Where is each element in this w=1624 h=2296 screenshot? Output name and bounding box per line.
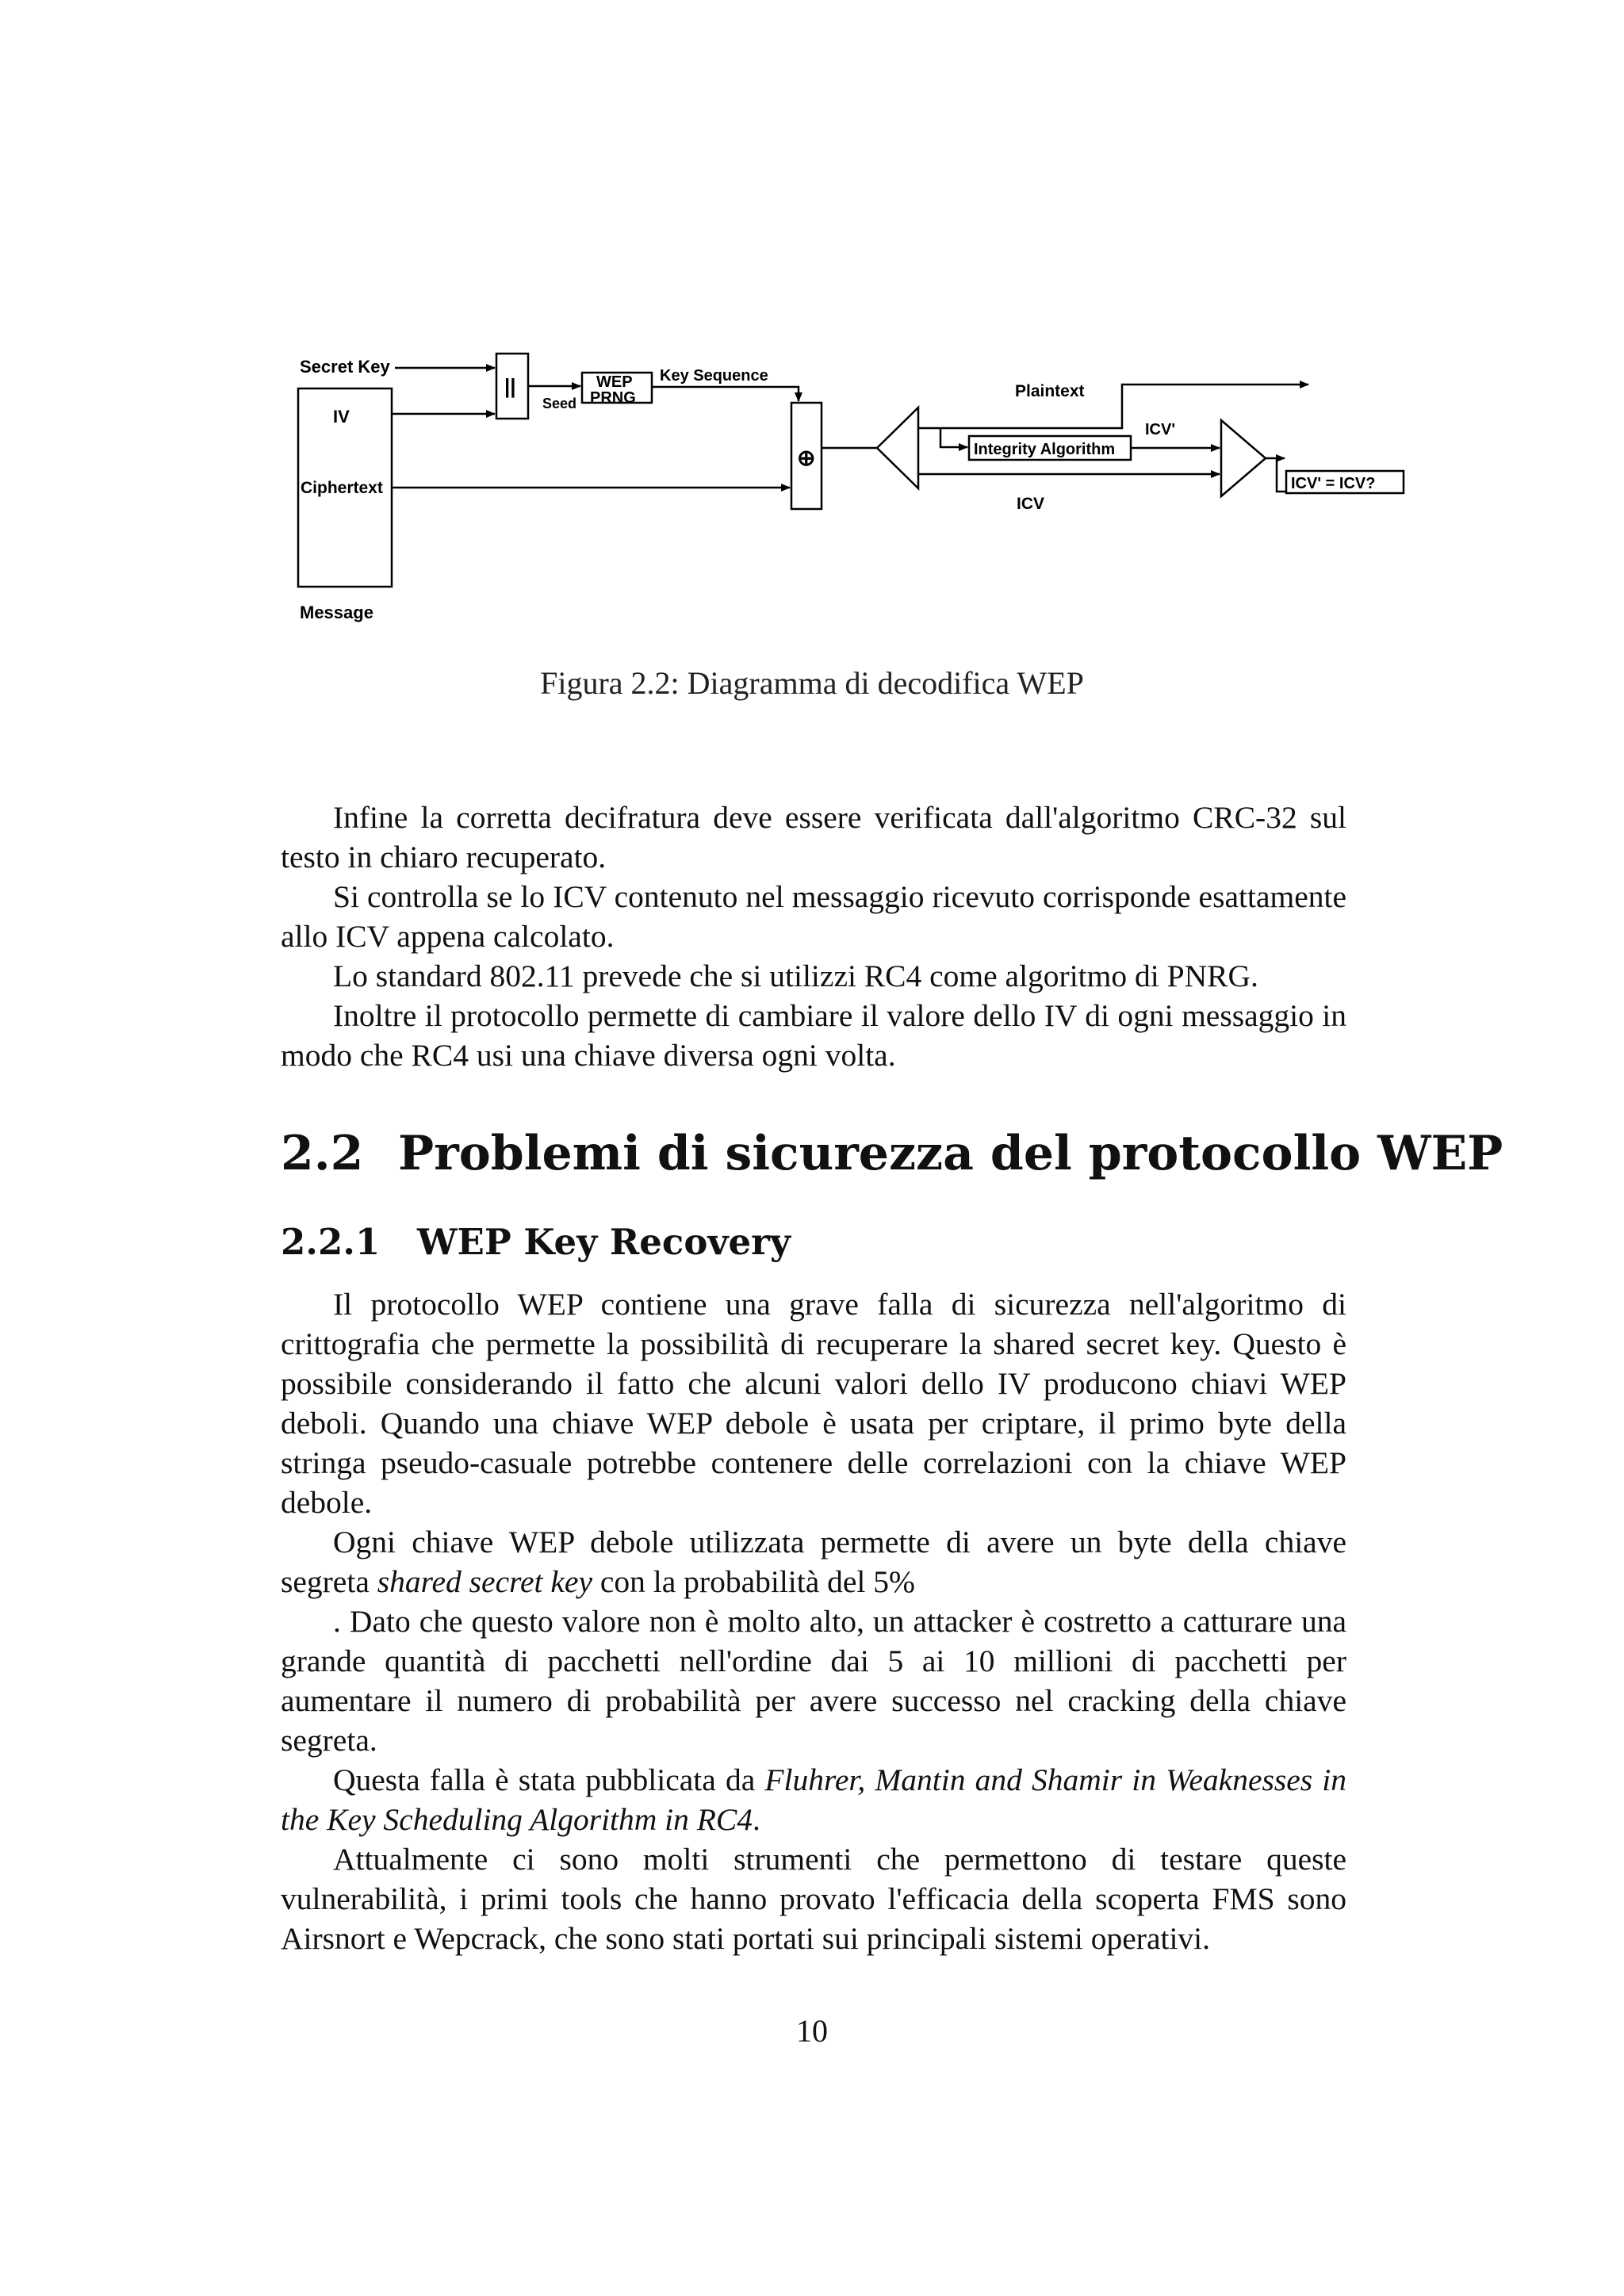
wep-label: WEP [596, 373, 633, 391]
section-title: Problemi di sicurezza del protocollo WEP [398, 1126, 1503, 1181]
body-paragraph [281, 1522, 1346, 1601]
splitter-triangle [877, 408, 918, 488]
secret-key-label: Secret Key [300, 357, 390, 377]
p4-emphasis: Fluhrer, Mantin and Shamir in Weaknesses in the Key Scheduling Algorithm in RC4 [281, 1762, 1346, 1837]
key-sequence-label: Key Sequence [660, 367, 768, 385]
p2-text-a: Ogni chiave WEP debole utilizzata permette di avere un byte della chiave segreta [281, 1525, 1346, 1599]
comparator-triangle [1221, 420, 1266, 496]
p4-text-a: Questa falla è stata pubblicata da [333, 1762, 765, 1797]
plaintext-line [918, 385, 1308, 428]
body-paragraph: Attualmente ci sono molti strumenti che permettono di testare queste vulnerabilità, i primi tools che hanno provato l'efficacia della scoperta FMS sono Airsnort e Wepcrack, che sono stati portati sui principali sistemi operativi. [281, 1842, 1346, 1956]
intro-text [281, 798, 1346, 1075]
body-paragraph: Il protocollo WEP contiene una grave falla di sicurezza nell'algoritmo di crittografia che permette la possibilità di recuperare la shared secret key. Questo è possibile considerando il fatto che alcuni valori dello IV producono chiavi WEP deboli. Quando una chiave WEP debole è usata per criptare, il primo byte della stringa pseudo-casuale potrebbe contenere delle correlazioni con la chiave WEP debole. [281, 1287, 1346, 1520]
concat-symbol: || [504, 374, 516, 398]
integrity-input-arrow [940, 428, 967, 447]
p4-text-b: . [753, 1802, 760, 1837]
body-text [281, 1284, 1346, 1958]
ciphertext-label: Ciphertext [301, 479, 383, 497]
p2-emphasis: shared secret key [377, 1564, 592, 1599]
icv-prime-label: ICV' [1145, 421, 1176, 438]
page-number: 10 [796, 2013, 828, 2049]
intro-paragraph: Infine la corretta decifratura deve essere verificata dall'algoritmo CRC-32 sul testo in chiaro recuperato. [281, 800, 1346, 874]
icv-check-label: ICV' = ICV? [1291, 475, 1376, 492]
plaintext-label: Plaintext [1015, 382, 1085, 400]
message-label: Message [300, 603, 373, 622]
figure-caption: Figura 2.2: Diagramma di decodifica WEP [540, 665, 1084, 701]
integrity-algorithm-label: Integrity Algorithm [974, 441, 1116, 458]
body-paragraph [281, 1760, 1346, 1839]
body-paragraph: . Dato che questo valore non è molto alto, un attacker è costretto a catturare una grande quantità di pacchetti nell'ordine dai 5 ai 10 millioni di pacchetti per aumentare il numero di probabilità per avere successo nel cracking della chiave segreta. [281, 1604, 1346, 1758]
subsection-heading [281, 1221, 1391, 1263]
subsection-number: 2.2.1 [281, 1221, 381, 1263]
p2-text-b: con la probabilità del 5% [592, 1564, 915, 1599]
key-sequence-arrow [652, 387, 799, 401]
iv-label: IV [333, 407, 350, 427]
icv-label: ICV [1017, 495, 1045, 513]
section-number: 2.2 [281, 1126, 364, 1181]
prng-label: PRNG [590, 389, 636, 407]
xor-symbol: ⊕ [797, 446, 816, 470]
intro-paragraph: Si controlla se lo ICV contenuto nel messaggio ricevuto corrisponde esattamente allo ICV appena calcolato. [281, 879, 1346, 954]
wep-decryption-diagram [285, 341, 1411, 634]
section-heading [281, 1126, 1503, 1181]
subsection-title: WEP Key Recovery [417, 1221, 791, 1263]
intro-paragraph: Lo standard 802.11 prevede che si utilizzi RC4 come algoritmo di PNRG. [333, 959, 1258, 993]
intro-paragraph: Inoltre il protocollo permette di cambiare il valore dello IV di ogni messaggio in modo che RC4 usi una chiave diversa ogni volta. [281, 998, 1346, 1073]
seed-label: Seed [542, 396, 577, 411]
